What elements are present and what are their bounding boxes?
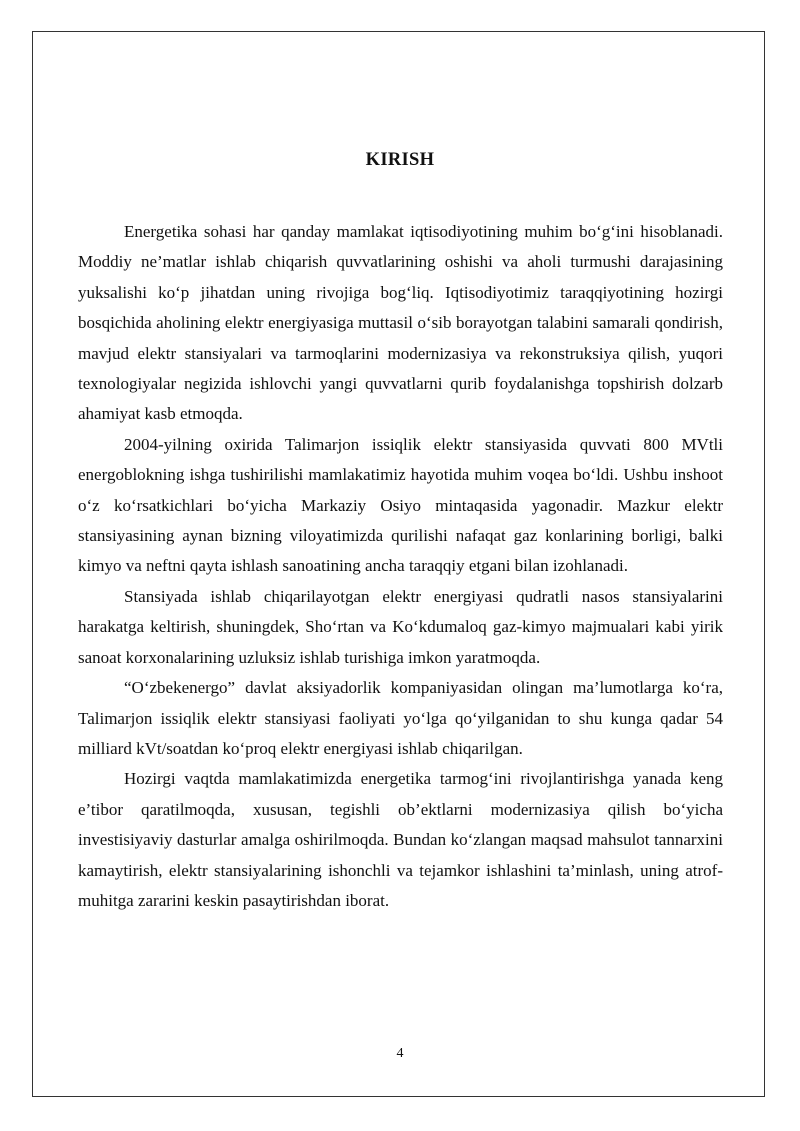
paragraph-2: 2004-yilning oxirida Talimarjon issiqlik elektr stansiyasida quvvati 800 MVtli energoblokning ishga tushirilishi mamlakatimiz hayotida muhim voqea bo‘ldi. Ushbu inshoot o‘z ko‘rsatkichlari bo‘yicha Markaziy Osiyo mintaqasida yagonadir. Mazkur elektr stansiyasining aynan bizning viloyatimizda qurilishi nafaqat gaz konlarining borligi, balki kimyo va neftni qayta ishlash sanoatining ancha taraqqiy etgani bilan izohlanadi. — [78, 434, 723, 576]
page-number: 4 — [396, 1046, 404, 1061]
paragraph-1: Energetika sohasi har qanday mamlakat iqtisodiyotining muhim bo‘g‘ini hisoblanadi. Moddiy ne’matlar ishlab chiqarish quvvatlarining oshishi va aholi turmushi darajasining yuksalishi ko‘p jihatdan uning rivojiga bog‘liq. Iqtisodiyotimiz taraqqiyotining hozirgi bosqichida aholining elektr energiyasiga muttasil o‘sib borayotgan talabini samarali qondirish, mavjud elektr stansiyalari va tarmoqlarini modernizasiya va rekonstruksiya qilish, yuqori texnologiyalar negizida ishlovchi yangi quvvatlarni qurib foydalanishga topshirish dolzarb ahamiyat kasb etmoqda. — [78, 222, 723, 424]
page-title: KIRISH — [365, 150, 435, 170]
paragraph-4: “O‘zbekenergo” davlat aksiyadorlik kompaniyasidan olingan ma’lumotlarga ko‘ra, Talimarjon issiqlik elektr stansiyasi faoliyati yo‘lga qo‘yilganidan to shu kunga qadar 54 milliard kVt/soatdan ko‘proq elektr energiyasi ishlab chiqarilgan. — [78, 678, 723, 758]
body-text — [78, 217, 723, 916]
paragraph-3: Stansiyada ishlab chiqarilayotgan elektr energiyasi qudratli nasos stansiyalarini harakatga keltirish, shuningdek, Sho‘rtan va Ko‘kdumaloq gaz-kimyo majmualari kabi yirik sanoat korxonalarining uzluksiz ishlab turishiga imkon yaratmoqda. — [78, 586, 723, 667]
paragraph-5: Hozirgi vaqtda mamlakatimizda energetika tarmog‘ini rivojlantirishga yanada keng e’tibor qaratilmoqda, xususan, tegishli ob’ektlarni modernizasiya qilish bo‘yicha investisiyaviy dasturlar amalga oshirilmoqda. Bundan ko‘zlangan maqsad mahsulot tannarxini kamaytirish, elektr stansiyalarining ishonchli va tejamkor ishlashini ta’minlash, uning atrof-muhitga zararini keskin pasaytirishdan iborat. — [78, 769, 723, 910]
